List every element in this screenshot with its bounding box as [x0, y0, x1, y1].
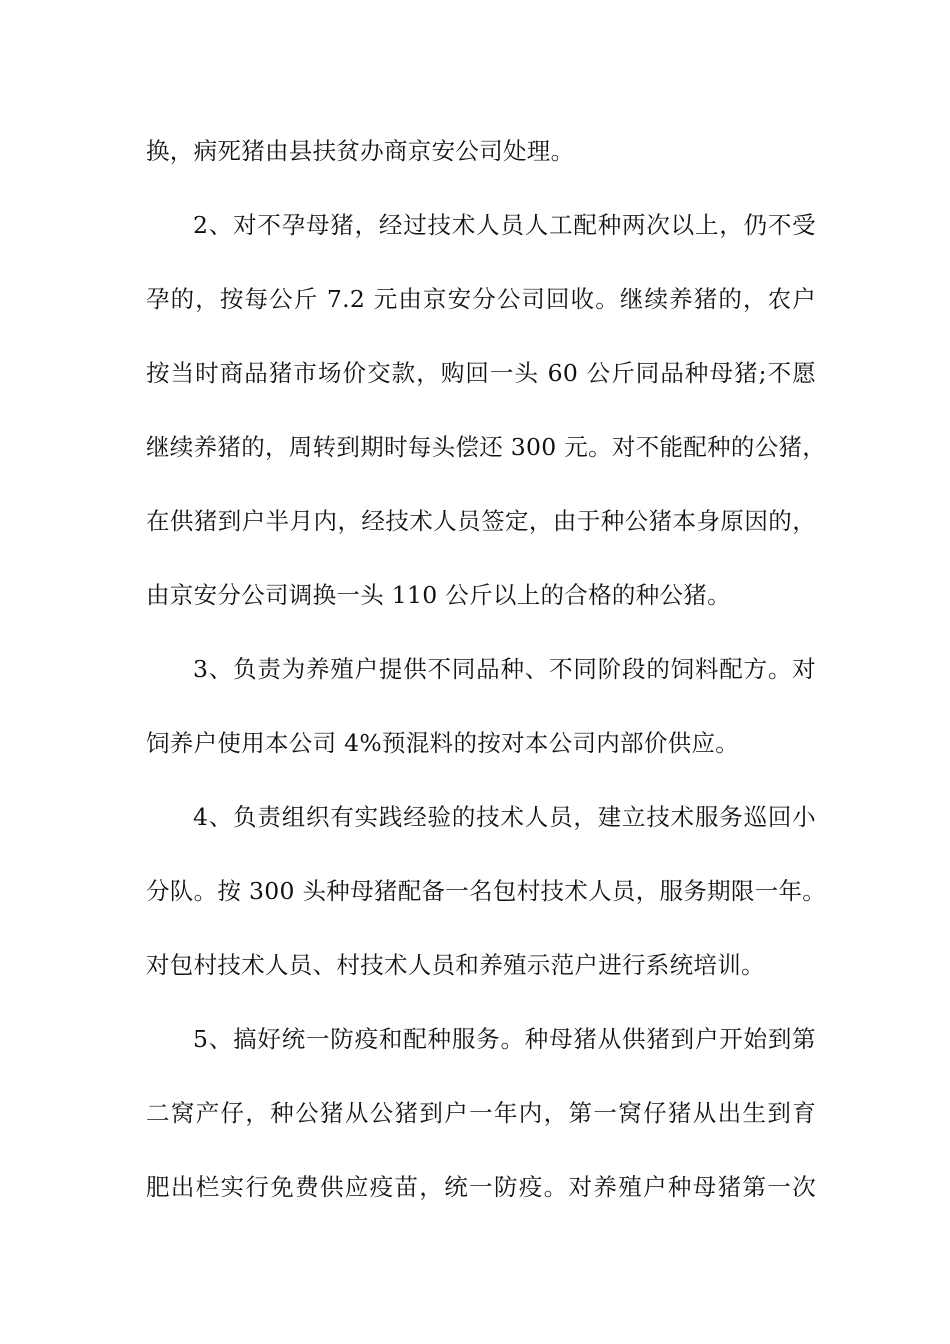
paragraph-2-line-2: 孕的，按每公斤 7.2 元由京安分公司回收。继续养猪的，农户 [146, 285, 816, 313]
paragraph-2-line-3: 按当时商品猪市场价交款，购回一头 60 公斤同品种母猪;不愿 [146, 359, 816, 387]
paragraph-4-line-3: 对包村技术人员、村技术人员和养殖示范户进行系统培训。 [146, 951, 765, 979]
paragraph-3-line-2: 饲养户使用本公司 4%预混料的按对本公司内部价供应。 [146, 729, 740, 757]
paragraph-4-line-1: 4、负责组织有实践经验的技术人员，建立技术服务巡回小 [193, 803, 816, 831]
paragraph-5-line-1: 5、搞好统一防疫和配种服务。种母猪从供猪到户开始到第 [193, 1025, 816, 1053]
paragraph-5-line-2: 二窝产仔，种公猪从公猪到户一年内，第一窝仔猪从出生到育 [146, 1099, 816, 1127]
paragraph-4-line-2: 分队。按 300 头种母猪配备一名包村技术人员，服务期限一年。 [146, 877, 827, 905]
text-line-1: 换，病死猪由县扶贫办商京安公司处理。 [146, 137, 575, 165]
paragraph-3-line-1: 3、负责为养殖户提供不同品种、不同阶段的饲料配方。对 [193, 655, 816, 683]
paragraph-5-line-3: 肥出栏实行免费供应疫苗，统一防疫。对养殖户种母猪第一次 [146, 1173, 816, 1201]
paragraph-2-line-5: 在供猪到户半月内，经技术人员签定，由于种公猪本身原因的， [146, 507, 816, 535]
paragraph-2-line-6: 由京安分公司调换一头 110 公斤以上的合格的种公猪。 [146, 581, 731, 609]
paragraph-2-line-4: 继续养猪的，周转到期时每头偿还 300 元。对不能配种的公猪， [146, 433, 827, 461]
paragraph-2-line-1: 2、对不孕母猪，经过技术人员人工配种两次以上，仍不受 [193, 211, 816, 239]
